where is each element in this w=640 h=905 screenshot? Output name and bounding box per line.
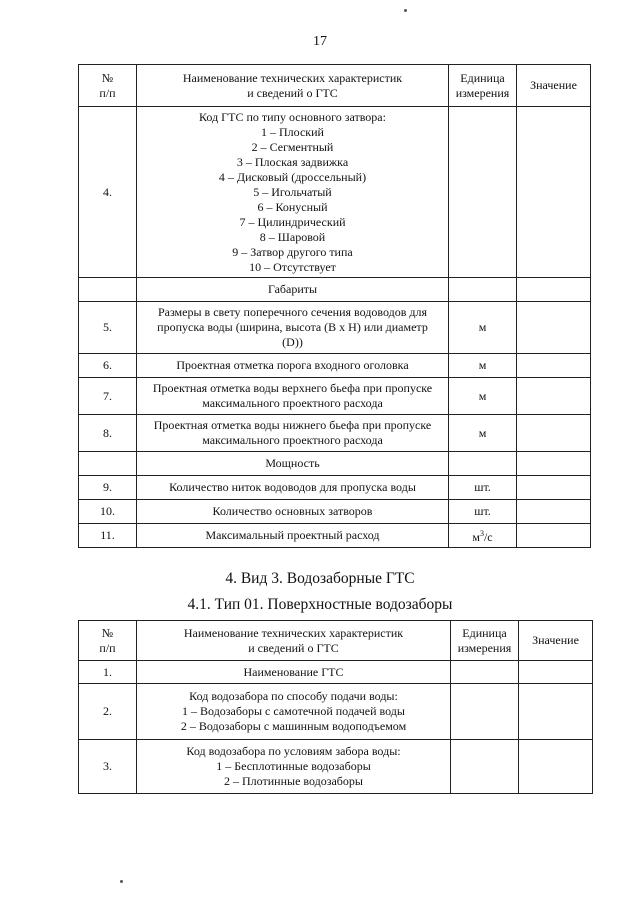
row-value <box>517 415 591 452</box>
header-unit: Единица измерения <box>451 621 519 661</box>
table-row <box>79 740 593 794</box>
row-unit: м <box>449 415 517 452</box>
row-number: 5. <box>79 302 137 354</box>
row-unit: $м^3/с$ <box>449 524 517 548</box>
row-number: 1. <box>79 661 137 684</box>
table-row <box>79 354 591 378</box>
section-title: Габариты <box>137 278 449 302</box>
row-unit <box>451 661 519 684</box>
row-unit: м <box>449 302 517 354</box>
row-description: Код водозабора по условиям забора воды: 1 – Бесплотинные водозаборы 2 – Плотинные водозаборы <box>137 740 451 794</box>
row-description: Код ГТС по типу основного затвора: 1 – Плоский 2 – Сегментный 3 – Плоская задвижка 4 – Дисковый (дроссельный) 5 – Игольчатый 6 – Конусный 7 – Цилиндрический 8 – Шаровой 9 – Затвор другого типа 10 – Отсутствует <box>137 107 449 278</box>
row-number: 7. <box>79 378 137 415</box>
row-value <box>517 107 591 278</box>
row-description: Код водозабора по способу подачи воды: 1 – Водозаборы с самотечной подачей воды 2 – Водозаборы с машинным водоподъемом <box>137 684 451 740</box>
table-row <box>79 661 593 684</box>
header-unit: Единица измерения <box>449 65 517 107</box>
row-description: Количество основных затворов <box>137 500 449 524</box>
row-description: Размеры в свету поперечного сечения водоводов для пропуска воды (ширина, высота (В х Н) или диаметр (D)) <box>137 302 449 354</box>
table-row <box>79 378 591 415</box>
row-description: Проектная отметка воды верхнего бьефа при пропуске максимального проектного расхода <box>137 378 449 415</box>
row-description: Проектная отметка порога входного оголовка <box>137 354 449 378</box>
surface-intake-table <box>78 620 593 794</box>
row-unit: шт. <box>449 476 517 500</box>
table-row <box>79 524 591 548</box>
header-value: Значение <box>519 621 593 661</box>
table-header-row <box>79 65 591 107</box>
row-description: Максимальный проектный расход <box>137 524 449 548</box>
scan-speck <box>120 880 123 883</box>
table-row <box>79 107 591 278</box>
header-num: № п/п <box>79 621 137 661</box>
header-name: Наименование технических характеристик и сведений о ГТС <box>137 65 449 107</box>
row-unit: шт. <box>449 500 517 524</box>
row-description: Проектная отметка воды нижнего бьефа при пропуске максимального проектного расхода <box>137 415 449 452</box>
row-value <box>519 684 593 740</box>
row-value <box>519 740 593 794</box>
row-unit: м <box>449 378 517 415</box>
table-row <box>79 302 591 354</box>
row-unit: м <box>449 354 517 378</box>
row-value <box>519 661 593 684</box>
section-row-gabarity <box>79 278 591 302</box>
subsection-heading: 4.1. Тип 01. Поверхностные водозаборы <box>187 596 453 613</box>
row-unit <box>449 107 517 278</box>
scan-speck <box>404 9 407 12</box>
table-header-row <box>79 621 593 661</box>
row-value <box>517 476 591 500</box>
row-value <box>517 524 591 548</box>
row-number: 2. <box>79 684 137 740</box>
row-number: 8. <box>79 415 137 452</box>
row-value <box>517 500 591 524</box>
row-number: 6. <box>79 354 137 378</box>
header-name: Наименование технических характеристик и сведений о ГТС <box>137 621 451 661</box>
section-row-moshchnost <box>79 452 591 476</box>
row-number: 11. <box>79 524 137 548</box>
table-row <box>79 476 591 500</box>
row-value <box>517 302 591 354</box>
gts-characteristics-table <box>78 64 591 548</box>
header-value: Значение <box>517 65 591 107</box>
section-heading: 4. Вид 3. Водозаборные ГТС <box>225 570 415 587</box>
table-row <box>79 684 593 740</box>
table-row <box>79 500 591 524</box>
row-number: 10. <box>79 500 137 524</box>
row-value <box>517 354 591 378</box>
page-number: 17 <box>313 34 327 49</box>
section-title: Мощность <box>137 452 449 476</box>
row-number: 9. <box>79 476 137 500</box>
row-unit <box>451 684 519 740</box>
row-number: 4. <box>79 107 137 278</box>
row-value <box>517 378 591 415</box>
header-num: № п/п <box>79 65 137 107</box>
row-description: Количество ниток водоводов для пропуска воды <box>137 476 449 500</box>
row-description: Наименование ГТС <box>137 661 451 684</box>
row-number: 3. <box>79 740 137 794</box>
table-row <box>79 415 591 452</box>
row-unit <box>451 740 519 794</box>
